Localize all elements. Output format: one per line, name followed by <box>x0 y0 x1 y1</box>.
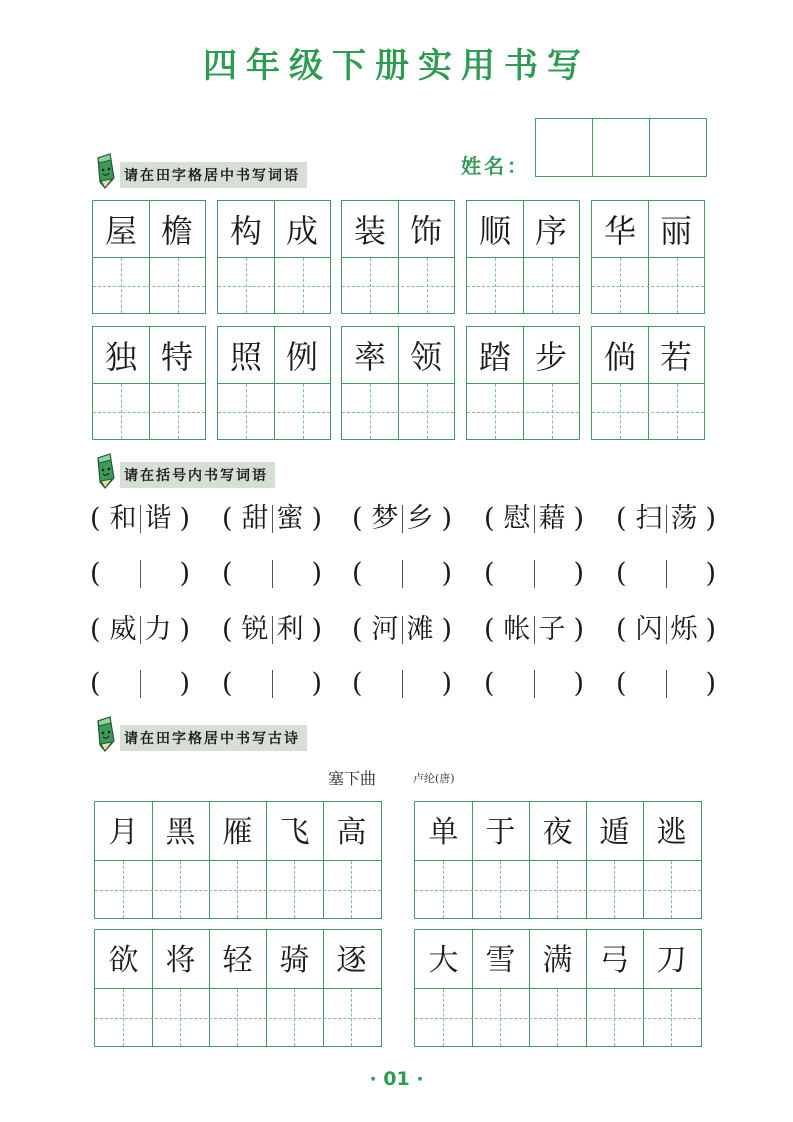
grid-guide <box>121 258 122 313</box>
poem-char: 黑 <box>165 815 196 850</box>
word-box <box>341 200 455 314</box>
right-paren: ) <box>311 558 322 589</box>
left-paren: ( <box>90 558 101 589</box>
separator-line <box>402 505 403 533</box>
grid-guide <box>121 384 122 439</box>
separator-line <box>140 560 141 588</box>
right-paren: ) <box>311 503 322 534</box>
grid-guide <box>671 989 672 1046</box>
bracket-word <box>616 499 716 539</box>
section-header-1 <box>92 152 307 190</box>
grid-guide <box>123 861 124 918</box>
grid-line <box>415 860 701 861</box>
grid-guide <box>427 258 428 313</box>
grid-guide <box>95 890 381 891</box>
bracket-char: 帐 <box>503 614 531 645</box>
word-box <box>466 326 580 440</box>
grid-guide <box>620 384 621 439</box>
right-paren: ) <box>705 614 716 645</box>
poem-char: 将 <box>165 943 196 978</box>
pencil-icon <box>92 152 118 190</box>
grid-guide <box>370 384 371 439</box>
separator-line <box>534 616 535 644</box>
bracket-word <box>484 610 584 650</box>
left-paren: ( <box>484 668 495 699</box>
pencil-icon <box>92 452 118 490</box>
grid-line <box>467 257 579 258</box>
right-paren: ) <box>441 614 452 645</box>
section-header-2 <box>92 452 275 490</box>
grid-guide <box>495 258 496 313</box>
grid-guide <box>351 861 352 918</box>
word-char: 率 <box>353 338 386 376</box>
right-paren: ) <box>441 503 452 534</box>
bracket-char: 河 <box>371 614 399 645</box>
bracket-word-row <box>90 610 716 650</box>
grid-guide <box>294 861 295 918</box>
name-box[interactable] <box>650 119 706 176</box>
word-box <box>591 326 705 440</box>
separator-line <box>272 616 273 644</box>
word-char: 饰 <box>409 212 442 250</box>
word-char: 步 <box>534 338 567 376</box>
grid-guide <box>415 890 701 891</box>
grid-guide <box>178 384 179 439</box>
word-box <box>92 326 206 440</box>
left-paren: ( <box>352 614 363 645</box>
separator-line <box>272 560 273 588</box>
grid-guide <box>592 412 704 413</box>
bracket-char: 扫 <box>635 503 663 534</box>
right-paren: ) <box>573 558 584 589</box>
grid-guide <box>495 384 496 439</box>
grid-guide <box>671 861 672 918</box>
poem-line-box <box>414 929 702 1047</box>
bracket-blank[interactable] <box>352 554 452 594</box>
bracket-char: 慰 <box>503 503 531 534</box>
separator-line <box>534 505 535 533</box>
word-char: 若 <box>659 338 692 376</box>
word-char: 领 <box>409 338 442 376</box>
bracket-char: 乡 <box>406 503 434 534</box>
poem-title: 塞下曲 <box>328 769 377 788</box>
left-paren: ( <box>352 668 363 699</box>
right-paren: ) <box>179 614 190 645</box>
word-char: 独 <box>104 338 137 376</box>
left-paren: ( <box>222 503 233 534</box>
bracket-char: 荡 <box>670 503 698 534</box>
grid-guide <box>95 1018 381 1019</box>
bracket-blank[interactable] <box>90 664 190 704</box>
poem-char: 高 <box>336 815 367 850</box>
separator-line <box>402 560 403 588</box>
bracket-blank[interactable] <box>222 664 322 704</box>
bracket-word <box>222 499 322 539</box>
right-paren: ) <box>705 668 716 699</box>
right-paren: ) <box>311 614 322 645</box>
right-paren: ) <box>311 668 322 699</box>
left-paren: ( <box>352 558 363 589</box>
grid-guide <box>294 989 295 1046</box>
grid-line <box>218 257 330 258</box>
separator-line <box>140 670 141 698</box>
separator-line <box>534 670 535 698</box>
separator-line <box>666 616 667 644</box>
bracket-char: 梦 <box>371 503 399 534</box>
bracket-char: 藉 <box>538 503 566 534</box>
poem-char: 单 <box>428 815 459 850</box>
grid-guide <box>218 286 330 287</box>
grid-guide <box>427 384 428 439</box>
word-char: 踏 <box>478 338 511 376</box>
separator-line <box>140 616 141 644</box>
grid-guide <box>552 384 553 439</box>
bracket-char: 和 <box>109 503 137 534</box>
left-paren: ( <box>222 614 233 645</box>
name-label: 姓名： <box>461 154 530 178</box>
poem-char: 遁 <box>599 815 630 850</box>
grid-line <box>218 383 330 384</box>
word-char: 例 <box>285 338 318 376</box>
word-box <box>217 200 331 314</box>
word-char: 成 <box>285 212 318 250</box>
poem-char: 弓 <box>599 943 630 978</box>
word-char: 序 <box>534 212 567 250</box>
right-paren: ) <box>705 503 716 534</box>
section-label: 请在田字格居中书写古诗 <box>120 725 307 751</box>
grid-guide <box>557 861 558 918</box>
word-box <box>341 326 455 440</box>
bracket-blank-row <box>90 554 716 594</box>
grid-guide <box>614 989 615 1046</box>
right-paren: ) <box>573 668 584 699</box>
bracket-char: 威 <box>109 614 137 645</box>
bracket-word <box>90 610 190 650</box>
grid-guide <box>303 258 304 313</box>
grid-guide <box>342 286 454 287</box>
grid-guide <box>178 258 179 313</box>
poem-char: 雪 <box>485 943 516 978</box>
right-paren: ) <box>179 558 190 589</box>
bracket-word <box>90 499 190 539</box>
grid-guide <box>351 989 352 1046</box>
grid-guide <box>303 384 304 439</box>
bracket-word <box>352 610 452 650</box>
bracket-blank[interactable] <box>616 664 716 704</box>
left-paren: ( <box>484 503 495 534</box>
grid-guide <box>592 286 704 287</box>
poem-line-box <box>94 929 382 1047</box>
grid-guide <box>246 258 247 313</box>
grid-line <box>95 988 381 989</box>
bracket-char: 谐 <box>144 503 172 534</box>
left-paren: ( <box>484 614 495 645</box>
right-paren: ) <box>441 558 452 589</box>
bracket-blank[interactable] <box>484 664 584 704</box>
poem-char: 轻 <box>222 943 253 978</box>
poem-char: 雁 <box>222 815 253 850</box>
section-label: 请在田字格居中书写词语 <box>120 162 307 188</box>
poem-char: 逃 <box>656 815 687 850</box>
bracket-blank[interactable] <box>616 554 716 594</box>
bracket-char: 蜜 <box>276 503 304 534</box>
separator-line <box>666 505 667 533</box>
word-char: 檐 <box>160 212 193 250</box>
grid-guide <box>443 861 444 918</box>
word-char: 屋 <box>104 212 137 250</box>
right-paren: ) <box>705 558 716 589</box>
bracket-char: 滩 <box>406 614 434 645</box>
word-char: 照 <box>229 338 262 376</box>
word-char: 华 <box>603 212 636 250</box>
poem-char: 于 <box>485 815 516 850</box>
grid-guide <box>552 258 553 313</box>
grid-guide <box>180 861 181 918</box>
grid-guide <box>370 258 371 313</box>
word-char: 特 <box>160 338 193 376</box>
poem-char: 骑 <box>279 943 310 978</box>
page-title: 四年级下册实用书写 <box>203 46 590 86</box>
bracket-char: 力 <box>144 614 172 645</box>
right-paren: ) <box>179 668 190 699</box>
separator-line <box>666 560 667 588</box>
right-paren: ) <box>573 614 584 645</box>
word-box <box>217 326 331 440</box>
left-paren: ( <box>90 668 101 699</box>
bracket-blank-row <box>90 664 716 704</box>
grid-guide <box>246 384 247 439</box>
left-paren: ( <box>222 668 233 699</box>
word-char: 顺 <box>478 212 511 250</box>
left-paren: ( <box>616 668 627 699</box>
grid-guide <box>218 412 330 413</box>
left-paren: ( <box>484 558 495 589</box>
separator-line <box>272 670 273 698</box>
separator-line <box>666 670 667 698</box>
grid-line <box>592 257 704 258</box>
bracket-char: 甜 <box>241 503 269 534</box>
poem-char: 月 <box>108 815 139 850</box>
grid-guide <box>237 989 238 1046</box>
right-paren: ) <box>573 503 584 534</box>
section-header-3 <box>92 715 307 753</box>
grid-line <box>93 383 205 384</box>
poem-char: 刀 <box>656 943 687 978</box>
name-box[interactable] <box>536 119 593 176</box>
word-box <box>92 200 206 314</box>
pencil-icon <box>92 715 118 753</box>
word-char: 构 <box>229 212 262 250</box>
bracket-blank[interactable] <box>90 554 190 594</box>
grid-line <box>93 257 205 258</box>
separator-line <box>534 560 535 588</box>
separator-line <box>272 505 273 533</box>
grid-line <box>95 860 381 861</box>
word-char: 装 <box>353 212 386 250</box>
grid-guide <box>677 384 678 439</box>
grid-line <box>342 257 454 258</box>
poem-char: 逐 <box>336 943 367 978</box>
grid-guide <box>677 258 678 313</box>
separator-line <box>402 670 403 698</box>
bracket-char: 锐 <box>241 614 269 645</box>
name-input-boxes[interactable] <box>535 118 707 177</box>
grid-guide <box>180 989 181 1046</box>
grid-guide <box>237 861 238 918</box>
right-paren: ) <box>179 503 190 534</box>
bracket-blank[interactable] <box>484 554 584 594</box>
left-paren: ( <box>90 614 101 645</box>
grid-guide <box>415 1018 701 1019</box>
bracket-char: 子 <box>538 614 566 645</box>
bracket-word <box>616 610 716 650</box>
grid-guide <box>467 286 579 287</box>
bracket-char: 闪 <box>635 614 663 645</box>
grid-guide <box>443 989 444 1046</box>
bracket-char: 利 <box>276 614 304 645</box>
poem-char: 夜 <box>542 815 573 850</box>
page-number: · 01 · <box>369 1068 424 1090</box>
word-box <box>591 200 705 314</box>
grid-guide <box>93 286 205 287</box>
grid-line <box>415 988 701 989</box>
poem-author: 卢纶(唐) <box>413 772 455 785</box>
grid-line <box>592 383 704 384</box>
bracket-blank[interactable] <box>222 554 322 594</box>
word-char: 丽 <box>659 212 692 250</box>
grid-guide <box>614 861 615 918</box>
left-paren: ( <box>90 503 101 534</box>
word-char: 倘 <box>603 338 636 376</box>
poem-line-box <box>94 801 382 919</box>
bracket-word <box>352 499 452 539</box>
grid-guide <box>93 412 205 413</box>
grid-guide <box>557 989 558 1046</box>
grid-guide <box>500 861 501 918</box>
separator-line <box>402 616 403 644</box>
separator-line <box>140 505 141 533</box>
left-paren: ( <box>616 558 627 589</box>
poem-line-box <box>414 801 702 919</box>
bracket-word-row <box>90 499 716 539</box>
bracket-word <box>484 499 584 539</box>
poem-char: 欲 <box>108 943 139 978</box>
grid-line <box>467 383 579 384</box>
left-paren: ( <box>616 614 627 645</box>
right-paren: ) <box>441 668 452 699</box>
poem-char: 飞 <box>279 815 310 850</box>
grid-line <box>342 383 454 384</box>
grid-guide <box>467 412 579 413</box>
left-paren: ( <box>222 558 233 589</box>
bracket-word <box>222 610 322 650</box>
poem-char: 满 <box>542 943 573 978</box>
section-label: 请在括号内书写词语 <box>120 462 275 488</box>
poem-char: 大 <box>428 943 459 978</box>
left-paren: ( <box>352 503 363 534</box>
word-box <box>466 200 580 314</box>
grid-guide <box>342 412 454 413</box>
bracket-char: 烁 <box>670 614 698 645</box>
grid-guide <box>123 989 124 1046</box>
grid-guide <box>620 258 621 313</box>
name-box[interactable] <box>593 119 650 176</box>
grid-guide <box>500 989 501 1046</box>
left-paren: ( <box>616 503 627 534</box>
bracket-blank[interactable] <box>352 664 452 704</box>
